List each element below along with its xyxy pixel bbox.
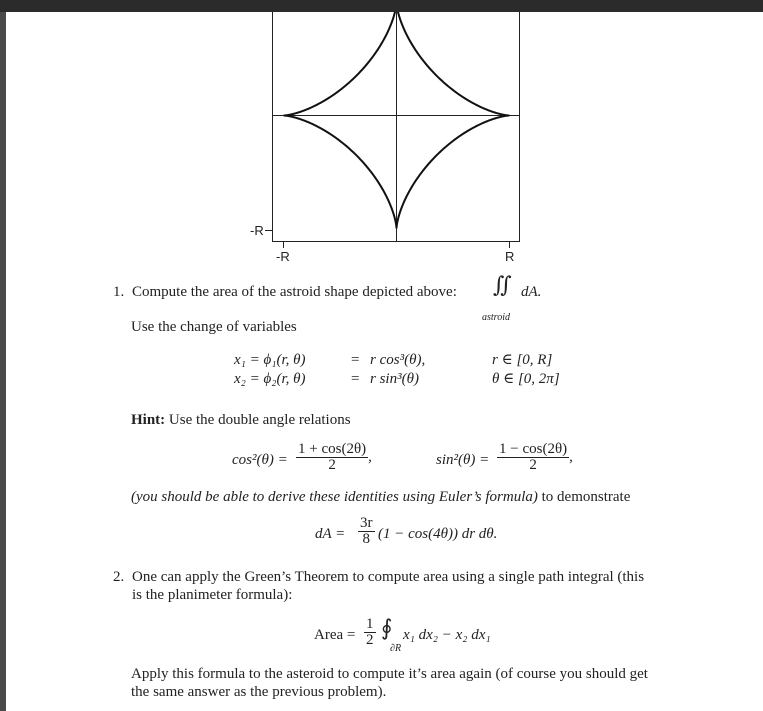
- sin-fraction-den: 2: [529, 457, 537, 473]
- eq2-domain: θ ∈ [0, 2π]: [492, 371, 560, 387]
- document-page: [6, 12, 763, 711]
- top-toolbar-bar: [0, 0, 763, 12]
- eq1-equals: =: [351, 352, 360, 368]
- contour-integrand: x₁ dx₂ − x₂ dx₁: [403, 627, 491, 643]
- problem2-apply1: Apply this formula to the asteroid to compute it’s area again (of course you should get: [131, 666, 648, 682]
- sin-identity-fraction: [497, 442, 573, 473]
- eq1-domain: r ∈ [0, R]: [492, 352, 553, 368]
- dA-fraction-num: 3r: [360, 515, 373, 531]
- y-axis-neg-label: -R: [250, 223, 264, 238]
- astroid-figure: [6, 12, 763, 272]
- problem1-statement: Compute the area of the astroid shape depicted above:: [132, 284, 457, 300]
- sin-fraction-num: 1 − cos(2θ): [499, 441, 568, 457]
- half-fraction: [364, 617, 376, 648]
- contour-integral-symbol: ∮: [381, 615, 393, 640]
- sin-comma: ,: [569, 448, 573, 465]
- eq1-rhs: r cos³(θ),: [370, 352, 426, 368]
- cos-identity-lhs: cos²(θ) =: [232, 452, 288, 468]
- cos-identity-fraction: [296, 442, 372, 473]
- dA-fraction-den: 8: [362, 531, 370, 547]
- hint-label: Hint:: [131, 412, 166, 428]
- demonstrate-text: to demonstrate: [541, 489, 631, 505]
- x-axis-pos-label: R: [505, 249, 515, 264]
- problem2-number: 2.: [113, 569, 125, 585]
- contour-subscript: ∂R: [390, 643, 402, 654]
- cos-fraction-den: 2: [328, 457, 336, 473]
- hint-line: [131, 411, 351, 429]
- sin-identity-lhs: sin²(θ) =: [436, 452, 490, 468]
- problem2-line2: is the planimeter formula):: [132, 587, 293, 603]
- integral-subscript: astroid: [482, 312, 510, 323]
- change-vars-intro: Use the change of variables: [131, 319, 297, 335]
- euler-note: (you should be able to derive these identities using Euler’s formula): [131, 489, 538, 505]
- cos-fraction-num: 1 + cos(2θ): [298, 441, 367, 457]
- euler-line: [131, 488, 630, 506]
- eq1-lhs: x₁ = ϕ₁(r, θ): [234, 352, 306, 368]
- half-den: 2: [366, 632, 374, 648]
- area-lhs: Area =: [314, 627, 356, 643]
- x-axis-neg-label: -R: [276, 249, 290, 264]
- dA-rhs: (1 − cos(4θ)) dr dθ.: [378, 526, 498, 542]
- dA-lhs: dA =: [315, 526, 346, 542]
- half-num: 1: [366, 616, 374, 632]
- problem2-apply2: the same answer as the previous problem).: [131, 684, 387, 700]
- eq2-equals: =: [351, 371, 360, 387]
- eq2-lhs: x₂ = ϕ₂(r, θ): [234, 371, 306, 387]
- double-integral-symbol: ∬: [493, 272, 512, 297]
- problem1-number: 1.: [113, 284, 125, 300]
- cos-comma: ,: [368, 448, 372, 465]
- problem2-line1: One can apply the Green’s Theorem to compute area using a single path integral (this: [132, 569, 645, 585]
- integrand-dA: dA.: [521, 284, 542, 300]
- eq2-rhs: r sin³(θ): [370, 371, 419, 387]
- dA-fraction: [358, 516, 375, 547]
- hint-text: Use the double angle relations: [168, 412, 351, 428]
